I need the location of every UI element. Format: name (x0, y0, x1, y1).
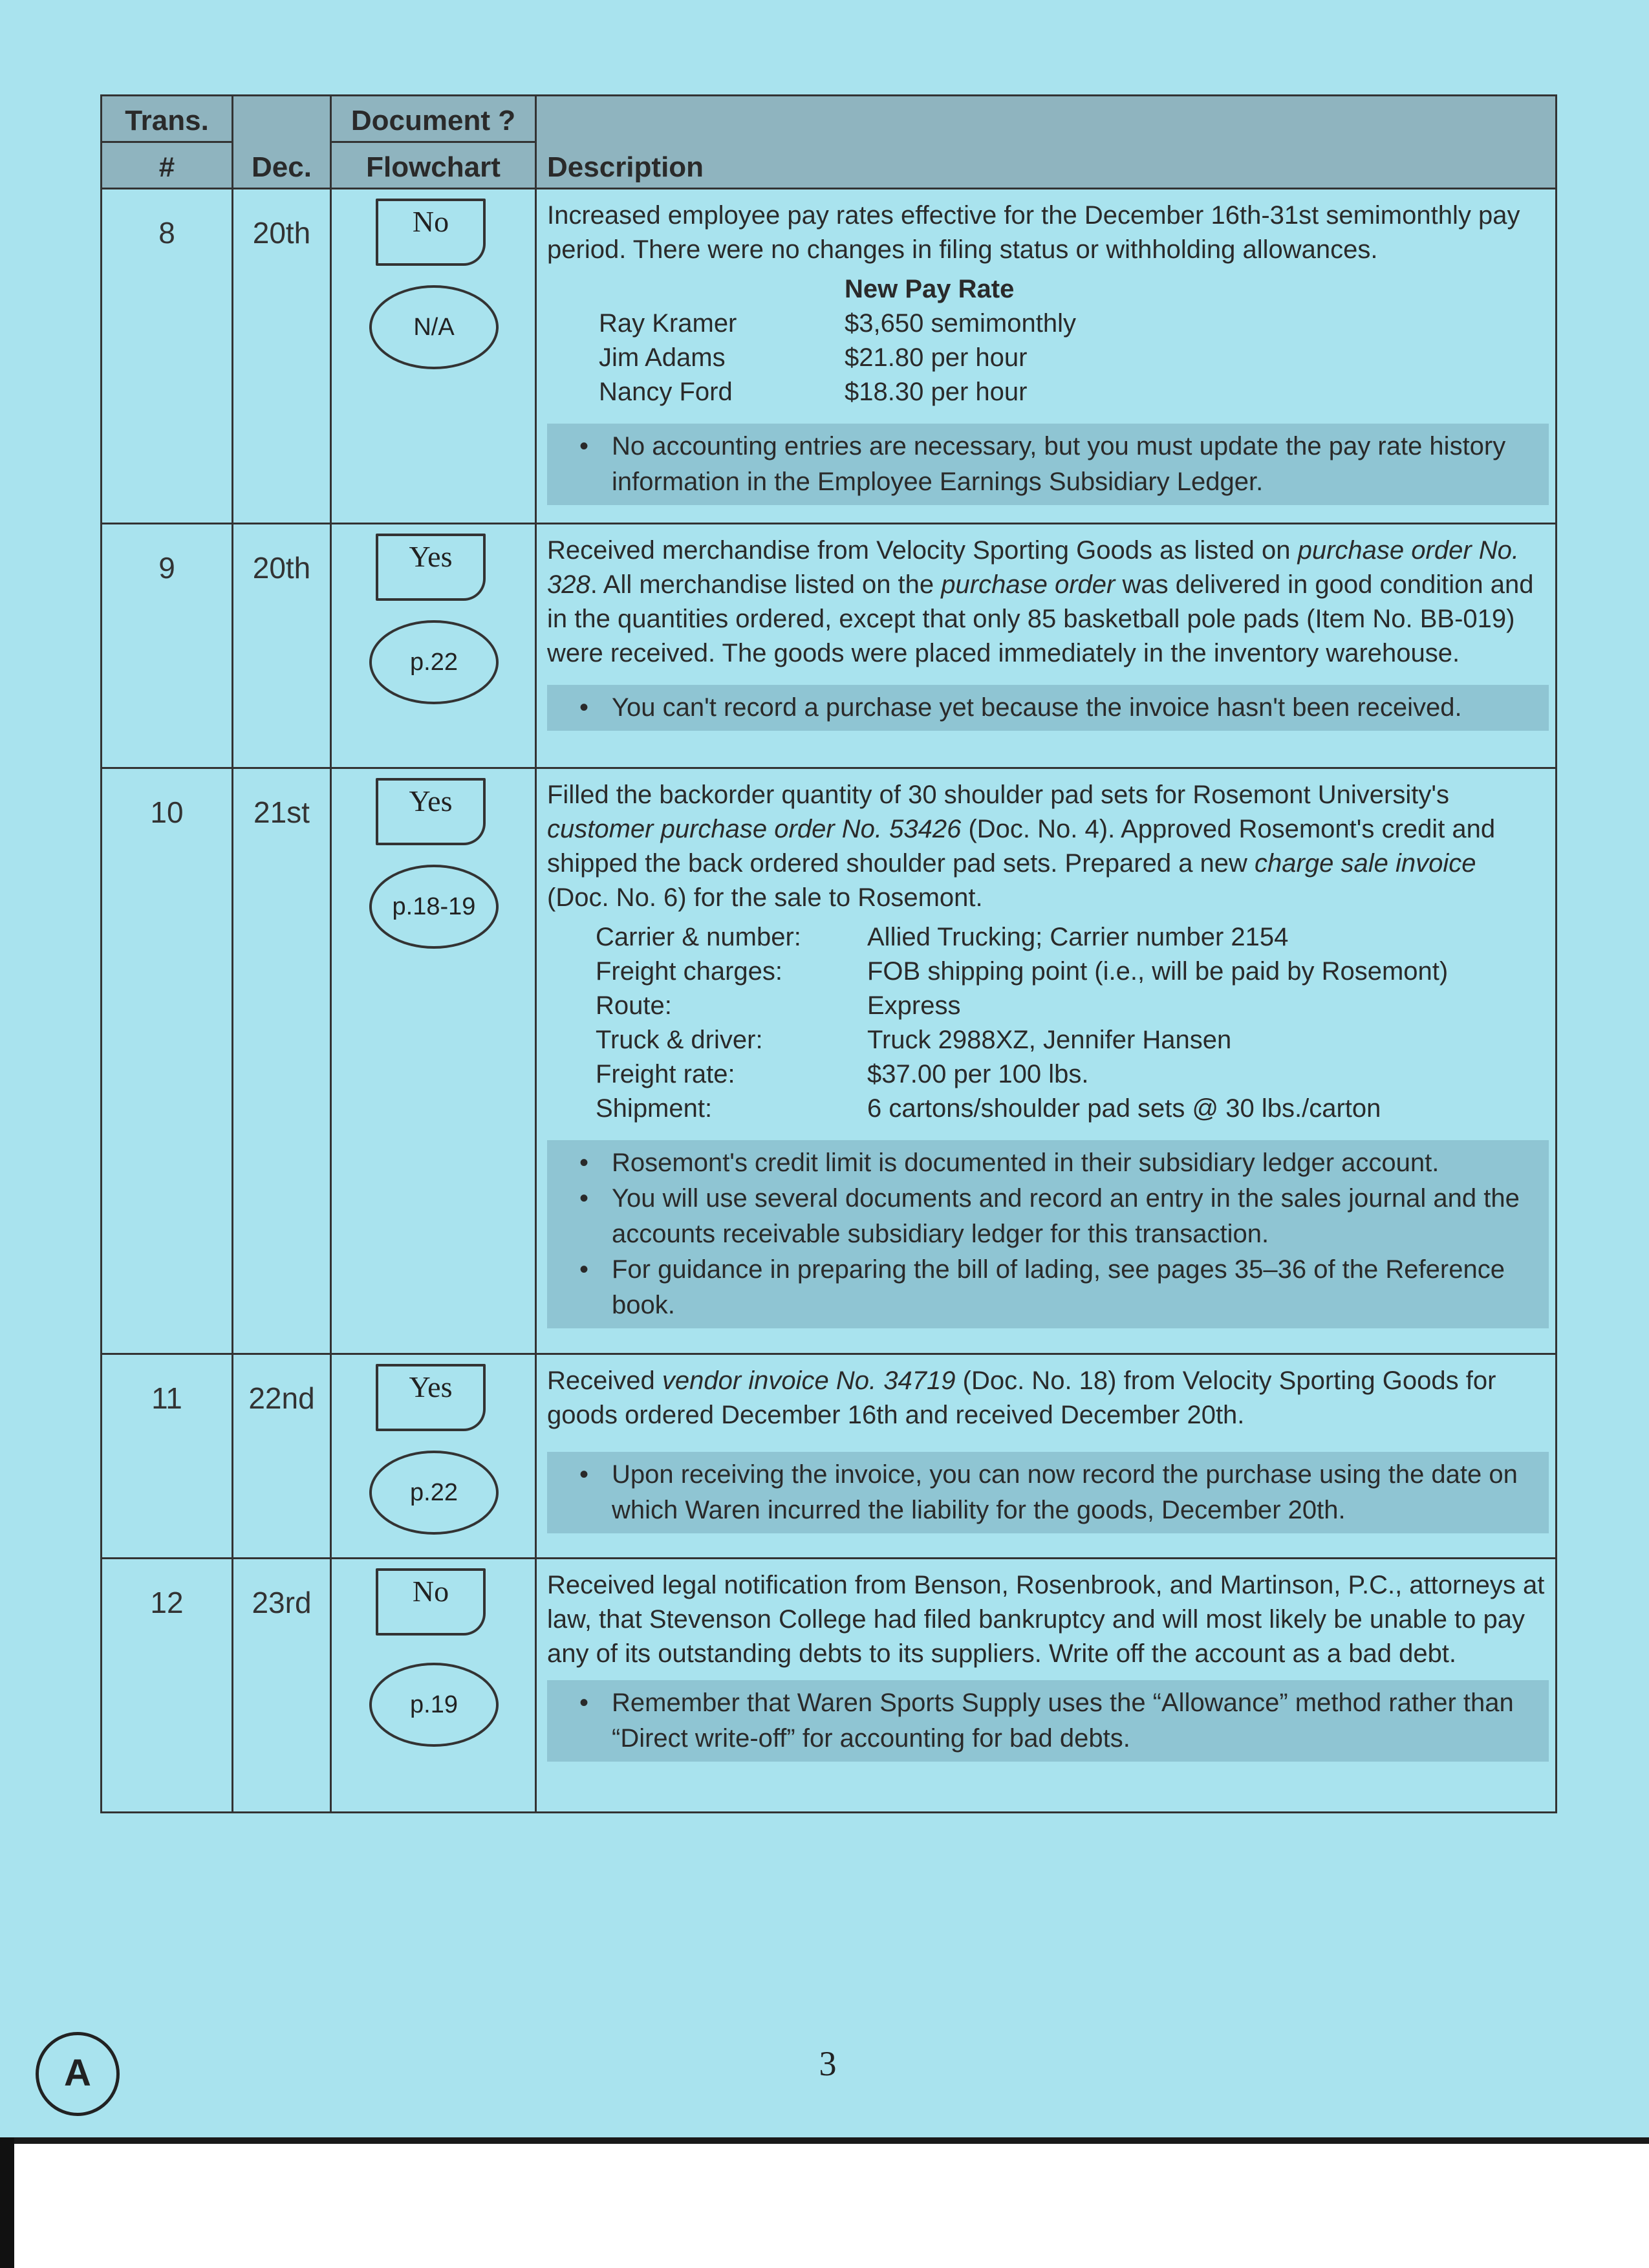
description-cell (536, 524, 1557, 768)
shipping-label: Freight rate: (596, 1060, 735, 1088)
flowchart-connector: p.22 (369, 1451, 499, 1535)
trans-date: 23rd (233, 1559, 331, 1813)
trans-date: 20th (233, 524, 331, 768)
trans-number: 8 (102, 189, 233, 524)
scan-border (0, 2137, 1649, 2144)
description-cell (536, 768, 1557, 1354)
note-box (547, 1680, 1549, 1762)
employee-rate: $21.80 per hour (845, 343, 1028, 372)
employee-name: Nancy Ford (599, 378, 733, 406)
note-item: • You will use several documents and record an entry in the sales journal and the accounts receivable subsidiary ledger for this transaction. (579, 1181, 1541, 1252)
document-symbol: Yes (376, 1364, 486, 1431)
shipping-value: FOB shipping point (i.e., will be paid by Rosemont) (867, 957, 1449, 986)
note-item: • Upon receiving the invoice, you can now record the purchase using the date on which Waren incurred the liability for the goods, December 20th. (579, 1457, 1541, 1528)
header-dec: Dec. (233, 96, 331, 189)
table-row (102, 189, 1557, 524)
shipping-label: Shipment: (596, 1094, 713, 1123)
table-header-row-top (102, 96, 1557, 142)
shipping-label: Carrier & number: (596, 923, 801, 951)
trans-date: 20th (233, 189, 331, 524)
section-circle-badge: A (36, 2032, 120, 2116)
table-row (102, 768, 1557, 1354)
description-text: Filled the backorder quantity of 30 shoulder pad sets for Rosemont University's customer purchase order No. 53426 (Doc. No. 4). Approved Rosemont's credit and shipped the back ordered shoulder pad sets. Prepared a new charge sale invoice (Doc. No. 6) for the sale to Rosemont. (547, 781, 1496, 912)
description-text: Received legal notification from Benson, Rosenbrook, and Martinson, P.C., attorneys at law, that Stevenson College had filed bankruptcy and will most likely be unable to pay any of its outstanding debts to its suppliers. Write off the account as a bad debt. (547, 1571, 1545, 1668)
header-trans-number: # (102, 142, 233, 189)
description-text: Increased employee pay rates effective for the December 16th-31st semimonthly pay period. There were no changes in filing status or withholding allowances. (547, 201, 1520, 264)
flowchart-cell (331, 1559, 536, 1813)
pay-rate-list (599, 272, 1545, 409)
note-item: • For guidance in preparing the bill of lading, see pages 35–36 of the Reference book. (579, 1252, 1541, 1323)
header-flowchart: Flowchart (331, 142, 536, 189)
description-text: Received vendor invoice No. 34719 (Doc. No. 18) from Velocity Sporting Goods for goods ordered December 16th and received December 20th. (547, 1366, 1496, 1429)
note-box (547, 1452, 1549, 1533)
table-row (102, 1559, 1557, 1813)
description-cell (536, 1559, 1557, 1813)
header-document: Document ? (331, 96, 536, 142)
document-symbol: Yes (376, 534, 486, 601)
description-cell (536, 189, 1557, 524)
trans-date: 21st (233, 768, 331, 1354)
pay-rate-heading: New Pay Rate (845, 275, 1015, 303)
shipping-label: Truck & driver: (596, 1026, 763, 1054)
note-box (547, 685, 1549, 731)
table-row (102, 524, 1557, 768)
employee-name: Ray Kramer (599, 309, 737, 338)
flowchart-connector: p.18-19 (369, 865, 499, 949)
scan-border-left (0, 2137, 14, 2268)
shipping-value: Express (867, 991, 961, 1020)
shipping-label: Freight charges: (596, 957, 783, 986)
shipping-label: Route: (596, 991, 672, 1020)
document-symbol: No (376, 1568, 486, 1636)
note-box (547, 1140, 1549, 1328)
note-item: • Remember that Waren Sports Supply uses the “Allowance” method rather than “Direct write-off” for accounting for bad debts. (579, 1685, 1541, 1756)
transactions-table (100, 94, 1557, 1813)
header-description: Description (536, 96, 1557, 189)
description-cell (536, 1354, 1557, 1559)
employee-rate: $18.30 per hour (845, 378, 1028, 406)
flowchart-cell (331, 189, 536, 524)
description-text: Received merchandise from Velocity Sporting Goods as listed on purchase order No. 328. All merchandise listed on the purchase order was delivered in good condition and in the quantities ordered, except that only 85 basketball pole pads (Item No. BB-019) were received. The goods were placed immediately in the inventory warehouse. (547, 536, 1534, 667)
note-item: • No accounting entries are necessary, but you must update the pay rate history information in the Employee Earnings Subsidiary Ledger. (579, 429, 1541, 500)
flowchart-connector: p.22 (369, 620, 499, 704)
page-number: 3 (819, 2044, 837, 2083)
note-item: • You can't record a purchase yet because the invoice hasn't been received. (579, 690, 1541, 726)
shipping-value: 6 cartons/shoulder pad sets @ 30 lbs./carton (867, 1094, 1381, 1123)
flowchart-connector: p.19 (369, 1663, 499, 1747)
employee-name: Jim Adams (599, 343, 726, 372)
document-symbol: No (376, 199, 486, 266)
flowchart-cell (331, 768, 536, 1354)
document-symbol: Yes (376, 778, 486, 845)
trans-number: 12 (102, 1559, 233, 1813)
note-item: • Rosemont's credit limit is documented in their subsidiary ledger account. (579, 1145, 1541, 1181)
shipping-value: Truck 2988XZ, Jennifer Hansen (867, 1026, 1232, 1054)
note-box (547, 424, 1549, 505)
flowchart-cell (331, 524, 536, 768)
table-row (102, 1354, 1557, 1559)
shipping-value: Allied Trucking; Carrier number 2154 (867, 923, 1289, 951)
trans-number: 9 (102, 524, 233, 768)
trans-number: 10 (102, 768, 233, 1354)
trans-date: 22nd (233, 1354, 331, 1559)
flowchart-cell (331, 1354, 536, 1559)
trans-number: 11 (102, 1354, 233, 1559)
flowchart-connector: N/A (369, 285, 499, 369)
header-trans: Trans. (102, 96, 233, 142)
shipping-details (596, 920, 1545, 1126)
shipping-value: $37.00 per 100 lbs. (867, 1060, 1089, 1088)
employee-rate: $3,650 semimonthly (845, 309, 1076, 338)
